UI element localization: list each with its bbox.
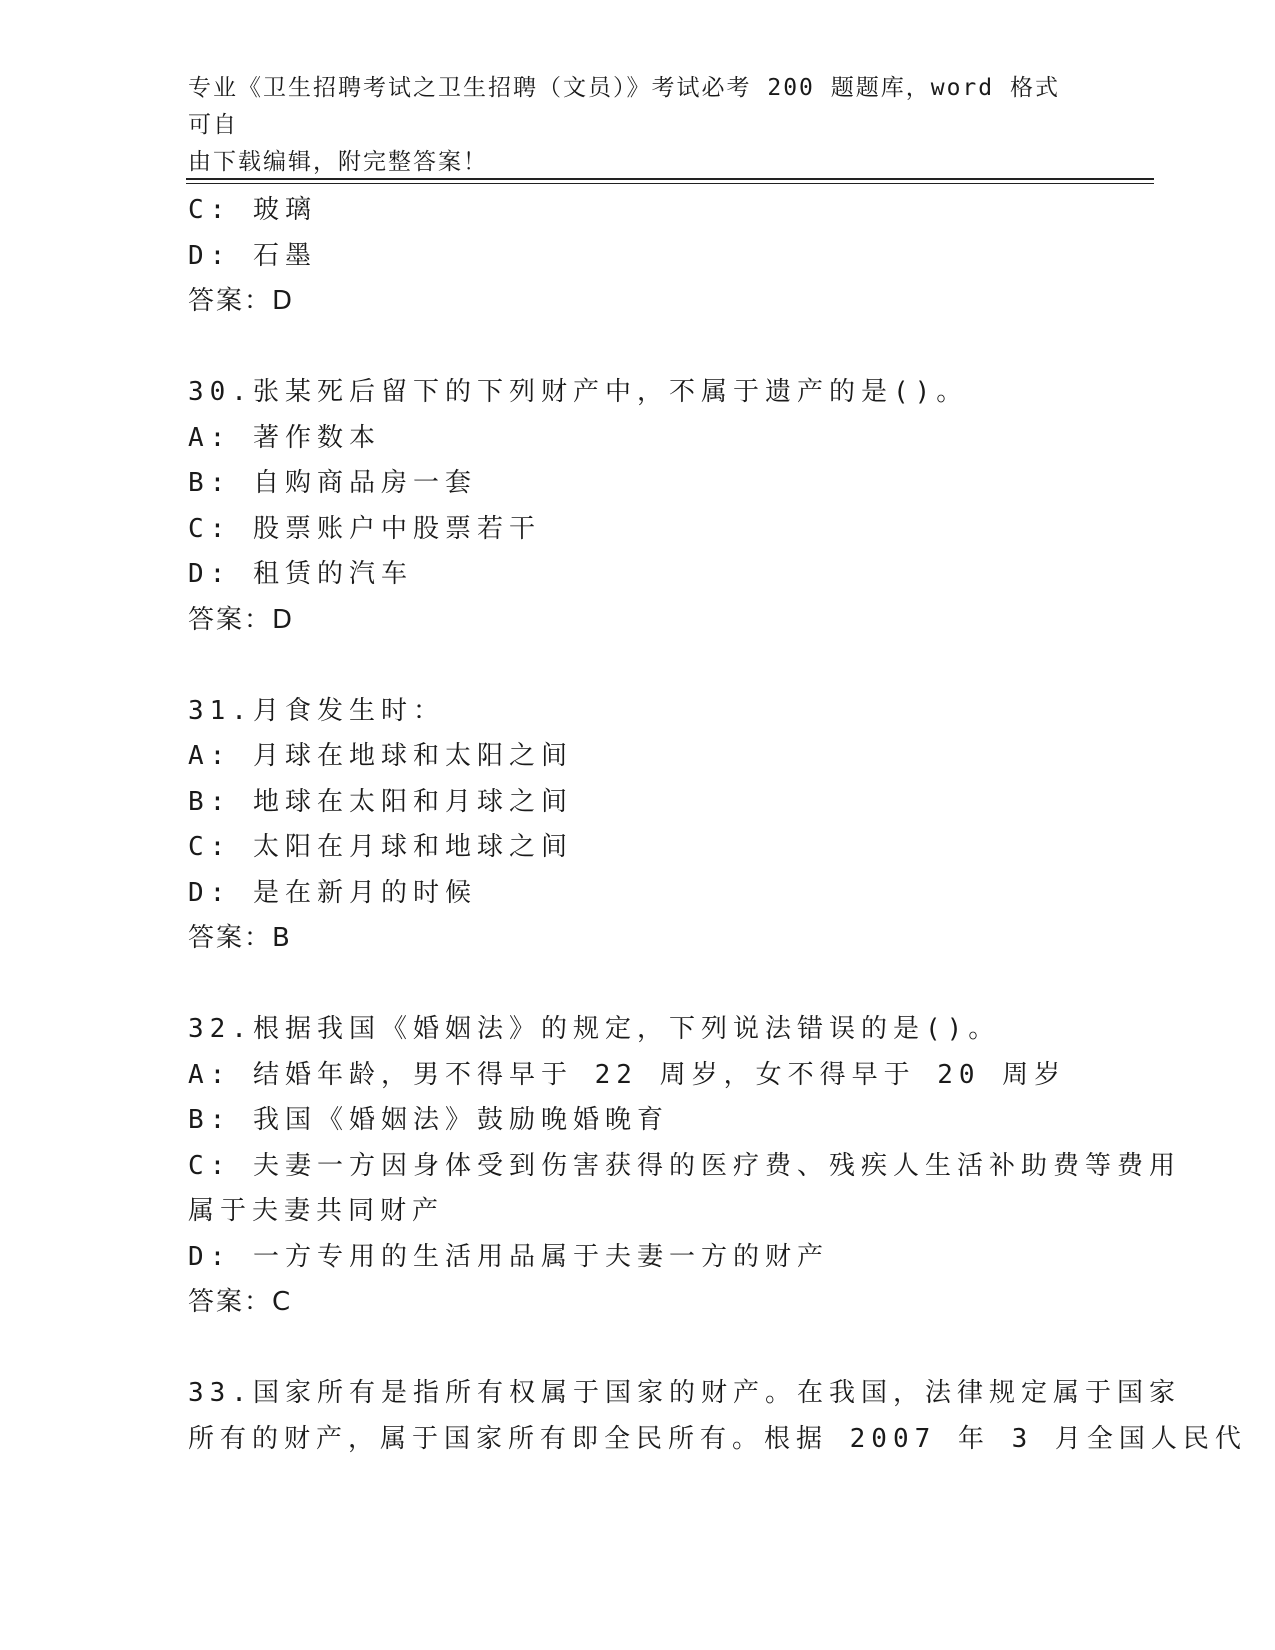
page-header — [188, 70, 1068, 181]
q33-line-2: 所有的财产，属于国家所有即全民所有。根据 2007 年 3 月全国人民代 — [188, 1423, 1247, 1454]
q30-option-b: B: 自购商品房一套 — [188, 468, 477, 498]
q30-option-d: D: 租赁的汽车 — [188, 559, 413, 589]
q31-option-c: C: 太阳在月球和地球之间 — [188, 832, 573, 862]
header-line-2: 由下载编辑，附完整答案！ — [188, 149, 488, 175]
document-body — [188, 188, 1247, 1462]
q32-option-a: A: 结婚年龄，男不得早于 22 周岁，女不得早于 20 周岁 — [188, 1059, 1067, 1090]
q32-option-c-line-2: 属于夫妻共同财产 — [188, 1196, 445, 1226]
q32-option-c-line-1: C: 夫妻一方因身体受到伤害获得的医疗费、残疾人生活补助费等费用 — [188, 1150, 1181, 1181]
q30-option-c: C: 股票账户中股票若干 — [188, 513, 541, 544]
spacer — [188, 325, 1088, 371]
q33-line-1: 33.国家所有是指所有权属于国家的财产。在我国，法律规定属于国家 — [188, 1378, 1181, 1408]
q32-answer: 答案：C — [188, 1287, 293, 1317]
q31-title: 31.月食发生时： — [188, 695, 445, 726]
spacer — [188, 643, 1088, 689]
q32-option-b: B: 我国《婚姻法》鼓励晚婚晚育 — [188, 1105, 669, 1135]
q29-answer: 答案：D — [188, 286, 295, 316]
q31-option-d: D: 是在新月的时候 — [188, 877, 477, 908]
q30-title: 30.张某死后留下的下列财产中，不属于遗产的是()。 — [188, 377, 969, 407]
q30-option-a: A: 著作数本 — [188, 422, 381, 453]
q32-option-d: D: 一方专用的生活用品属于夫妻一方的财产 — [188, 1241, 829, 1272]
q31-option-b: B: 地球在太阳和月球之间 — [188, 786, 573, 817]
q30-answer: 答案：D — [188, 604, 295, 635]
q31-answer: 答案：B — [188, 923, 292, 953]
q31-option-a: A: 月球在地球和太阳之间 — [188, 741, 573, 771]
spacer — [188, 962, 1088, 1008]
header-line-1: 专业《卫生招聘考试之卫生招聘（文员）》考试必考 200 题题库，word 格式可自 — [188, 75, 1060, 138]
q32-title: 32.根据我国《婚姻法》的规定，下列说法错误的是()。 — [188, 1014, 1001, 1044]
header-rule-thin — [186, 183, 1154, 184]
header-rule-thick — [186, 178, 1154, 180]
q29-option-d: D: 石墨 — [188, 240, 317, 271]
spacer — [188, 1326, 1088, 1372]
q29-option-c: C: 玻璃 — [188, 195, 317, 225]
